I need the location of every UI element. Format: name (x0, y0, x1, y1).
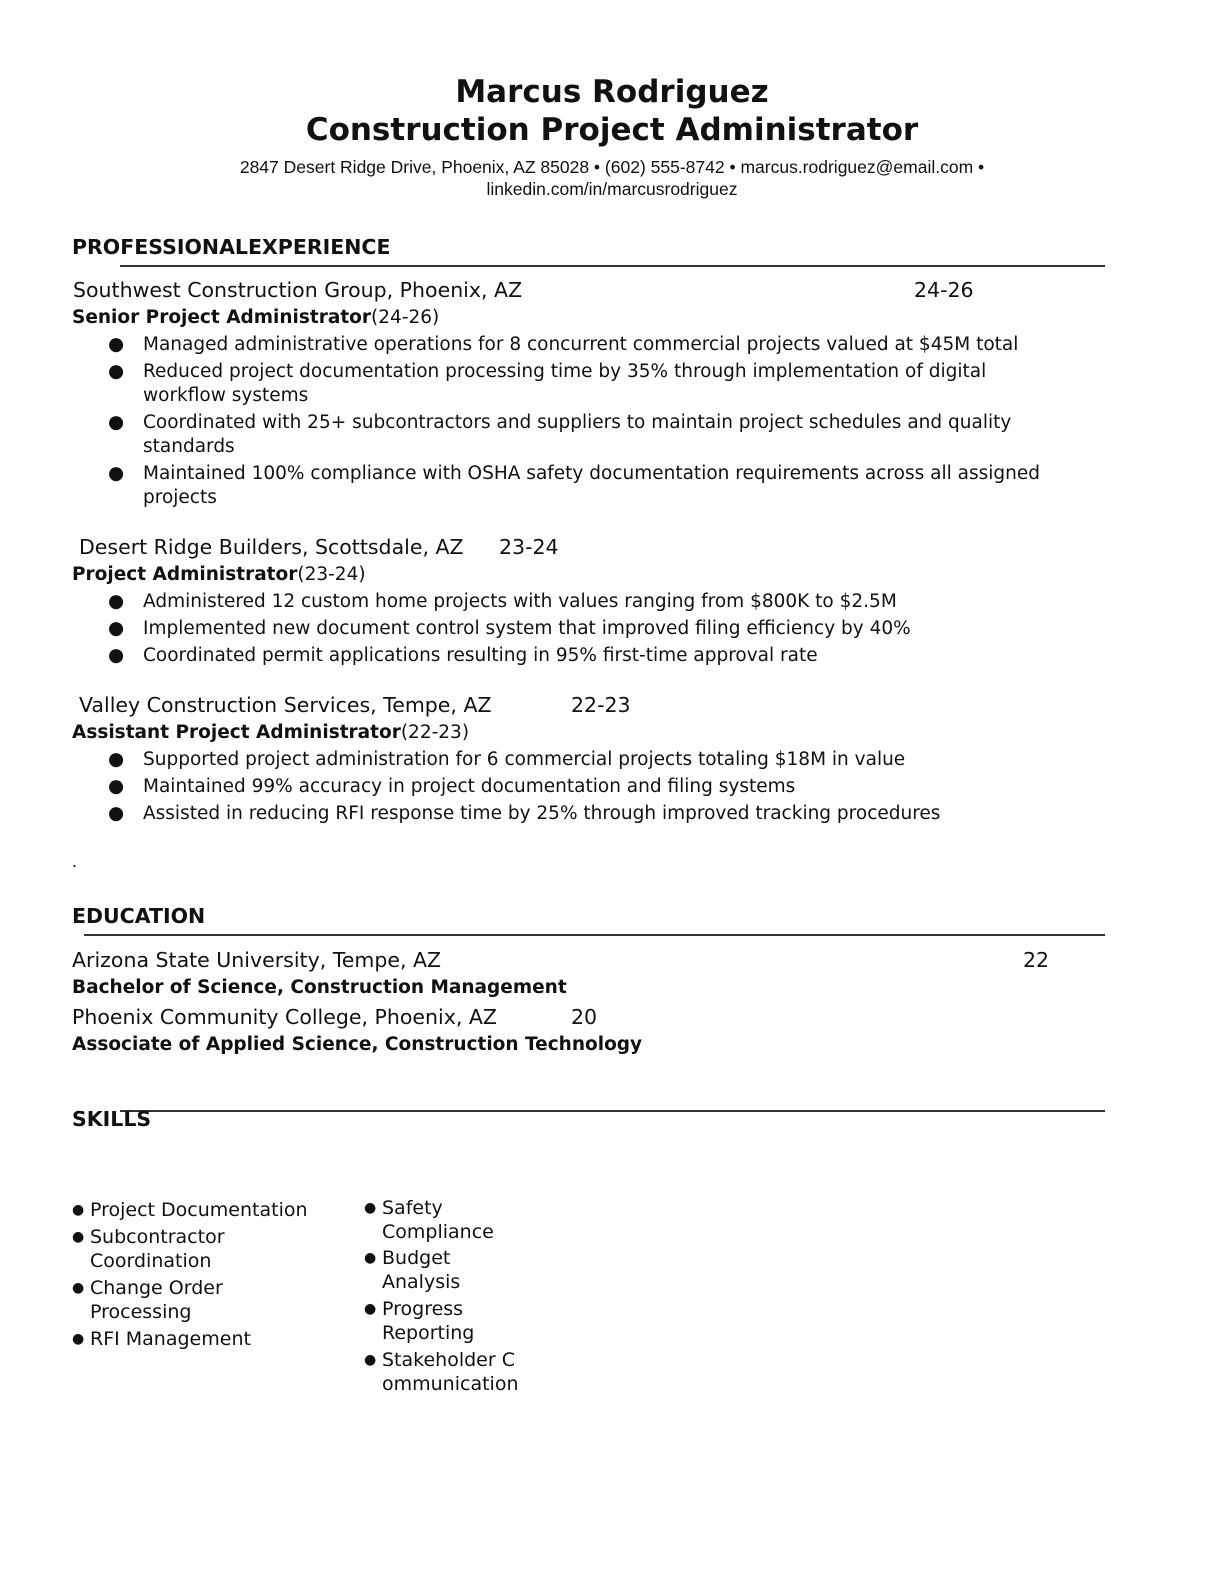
job-1-bullet: ● Reduced project documentation processing time by 35% through implementation of digital (108, 361, 987, 382)
job-3-dates: 22-23 (571, 693, 631, 717)
job-2-company: Desert Ridge Builders, Scottsdale, AZ (79, 535, 464, 559)
bullet-icon: ● (108, 749, 125, 770)
job-3-bullet: ● Assisted in reducing RFI response time by 25% through improved tracking procedures (108, 803, 941, 824)
bullet-icon: ● (72, 1331, 85, 1347)
job-3-bullet: ● Supported project administration for 6 commercial projects totaling $18M in value (108, 749, 906, 770)
bullet-icon: ● (72, 1229, 85, 1245)
bullet-icon: ● (108, 334, 125, 355)
bullet-icon: ● (108, 412, 125, 433)
job-1-bullet-cont: projects (143, 487, 217, 508)
job-3-role-dates: (22-23) (400, 722, 470, 743)
skill-item: ● Subcontractor Coordination (72, 1226, 225, 1272)
school-2-degree: Associate of Applied Science, Construction Technology (72, 1034, 643, 1055)
skill-item: ● Progress Reporting (364, 1298, 475, 1344)
job-2-role-dates: (23-24) (297, 564, 366, 585)
bullet-icon: ● (364, 1301, 377, 1317)
skills-heading: SKILLS (72, 1107, 152, 1131)
experience-divider (120, 265, 1105, 267)
skill-item: ● Project Documentation (72, 1199, 308, 1221)
job-2-dates: 23-24 (499, 535, 559, 559)
job-1-bullet: ● Maintained 100% compliance with OSHA safety documentation requirements across all assigned (108, 463, 1040, 484)
school-1-name: Arizona State University, Tempe, AZ (72, 948, 442, 972)
job-1-dates: 24-26 (914, 278, 974, 302)
bullet-icon: ● (108, 618, 125, 639)
bullet-icon: ● (72, 1280, 85, 1296)
education-heading: EDUCATION (72, 904, 206, 928)
contact-line-1: 2847 Desert Ridge Drive, Phoenix, AZ 85028 • (602) 555-8742 • marcus.rodriguez@email.com • (239, 157, 985, 177)
school-1-year: 22 (1023, 948, 1050, 972)
job-1-bullet-cont: workflow systems (143, 385, 309, 406)
skill-item: ● Safety Compliance (364, 1197, 494, 1243)
job-2-bullet: ● Implemented new document control system that improved filing efficiency by 40% (108, 618, 911, 639)
bullet-icon: ● (108, 803, 125, 824)
education-divider (84, 934, 1105, 936)
bullet-icon: ● (108, 361, 125, 382)
skill-item: ● Stakeholder Communication (364, 1349, 519, 1395)
bullet-icon: ● (364, 1200, 377, 1216)
job-3-company: Valley Construction Services, Tempe, AZ (79, 693, 492, 717)
job-2-role (72, 564, 366, 585)
job-1-bullet: ● Managed administrative operations for 8 concurrent commercial projects valued at $45M total (108, 334, 1019, 355)
bullet-icon: ● (364, 1250, 377, 1266)
skills-divider (120, 1110, 1105, 1112)
skill-item: ● Budget Analysis (364, 1247, 461, 1293)
bullet-icon: ● (108, 591, 125, 612)
contact-info (0, 156, 1224, 200)
bullet-icon: ● (72, 1202, 85, 1218)
bullet-icon: ● (108, 776, 125, 797)
contact-line-2: linkedin.com/in/marcusrodriguez (486, 179, 738, 199)
school-1-degree: Bachelor of Science, Construction Management (72, 977, 567, 998)
job-3-bullet: ● Maintained 99% accuracy in project documentation and filing systems (108, 776, 796, 797)
job-1-bullet-cont: standards (143, 436, 235, 457)
job-1-bullet: ● Coordinated with 25+ subcontractors and suppliers to maintain project schedules and quality (108, 412, 1012, 433)
candidate-name: Marcus Rodriguez (455, 74, 769, 110)
bullet-icon: ● (108, 645, 125, 666)
job-1-role (72, 307, 439, 328)
job-3-role-title: Assistant Project Administrator (72, 722, 401, 743)
job-2-bullet: ● Administered 12 custom home projects with values ranging from $800K to $2.5M (108, 591, 897, 612)
job-2-role-title: Project Administrator (72, 564, 298, 585)
job-3-role (72, 722, 469, 743)
skill-item: ● Change Order Processing (72, 1277, 223, 1323)
candidate-title: Construction Project Administrator (305, 112, 919, 148)
job-2-bullet: ● Coordinated permit applications resulting in 95% first-time approval rate (108, 645, 818, 666)
stray-mark: . (72, 852, 78, 871)
bullet-icon: ● (364, 1352, 377, 1368)
job-1-role-dates: (24-26) (371, 307, 440, 328)
school-2-year: 20 (571, 1005, 598, 1029)
bullet-icon: ● (108, 463, 125, 484)
school-2-name: Phoenix Community College, Phoenix, AZ (72, 1005, 497, 1029)
job-1-company: Southwest Construction Group, Phoenix, AZ (73, 278, 523, 302)
experience-heading: PROFESSIONALEXPERIENCE (72, 235, 391, 259)
skill-item: ● RFI Management (72, 1328, 251, 1350)
job-1-role-title: Senior Project Administrator (72, 307, 372, 328)
